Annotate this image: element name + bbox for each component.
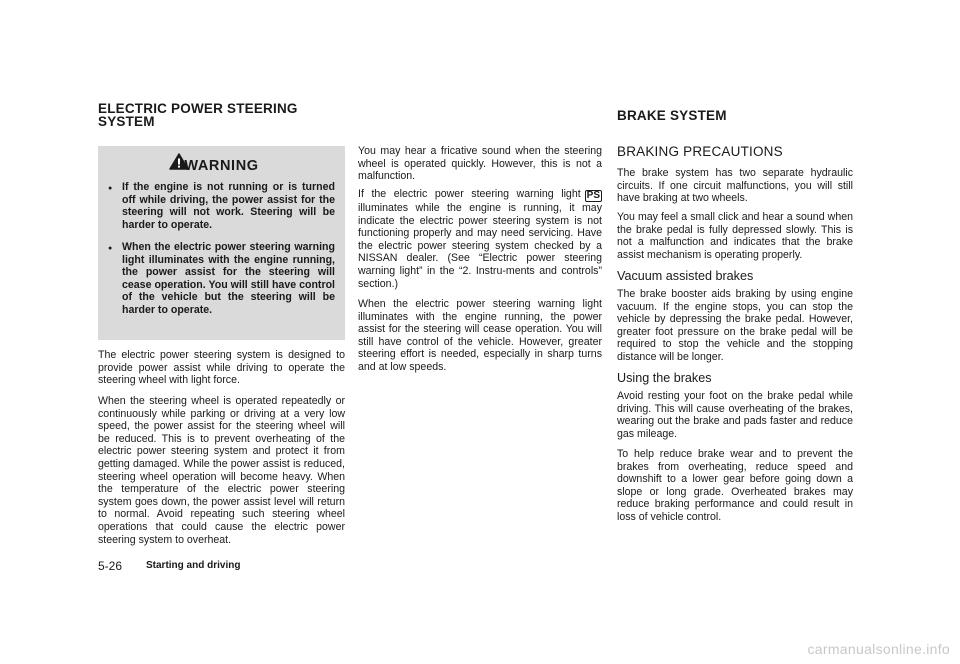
subheading-vacuum-brakes: Vacuum assisted brakes — [617, 269, 754, 283]
paragraph-fricative-sound: You may hear a fricative sound when the steering wheel is operated quickly. However, this is not a malfunction. — [358, 145, 602, 183]
subheading-braking-precautions: BRAKING PRECAUTIONS — [617, 144, 783, 159]
subheading-using-brakes: Using the brakes — [617, 371, 712, 385]
warning-title: WARNING — [184, 158, 259, 174]
warning-item-1: If the engine is not running or is turned off while driving, the power assist for the steering will not work. Steering will be harder to operate. — [122, 181, 335, 231]
power-steering-warning-icon: PS — [586, 190, 600, 201]
section-heading-line-2: SYSTEM — [98, 114, 155, 129]
section-label: Starting and driving — [146, 560, 241, 571]
paragraph-brake-booster: The brake booster aids braking by using engine vacuum. If the engine stops, you can stop the vehicle by depressing the brake pedal. However, greater foot pressure on the brake pedal will be required to stop the vehicle and the stopping distance will be longer. — [617, 288, 853, 363]
watermark-text: carmanualsonline.info — [807, 641, 950, 657]
paragraph-eps-warning-light — [358, 188, 602, 290]
paragraph-hydraulic-circuits: The brake system has two separate hydraulic circuits. If one circuit malfunctions, you will still have braking at two wheels. — [617, 167, 853, 205]
paragraph-eps-warning-light-rest: illuminates while the engine is running, it may indicate the electric power steering system is not functioning properly and may need servicing. Have the electric power steering system checked by a NISSAN dealer. (See “Electric power steering warning light” in the “2. Instru-ments and controls” section.) — [358, 202, 602, 290]
section-heading-line-1: ELECTRIC POWER STEERING — [98, 101, 298, 116]
warning-item-2: When the electric power steering warning light illuminates with the engine running, the power assist for the steering will cease operation. You will still have control of the vehicle but the steering will be harder to operate. — [122, 241, 335, 316]
paragraph-reduce-brake-wear: To help reduce brake wear and to prevent the brakes from overheating, reduce speed and downshift to a lower gear before going down a slope or long grade. Overheated brakes may reduce braking performance and could result in loss of vehicle control. — [617, 448, 853, 523]
section-heading-power-steering — [98, 102, 298, 128]
warning-box — [98, 146, 345, 340]
paragraph-eps-cease-operation: When the electric power steering warning light illuminates with the engine running, the power assist for the steering will cease operation. You will still have control of the vehicle. However, greater steering effort is needed, especially in sharp turns and at low speeds. — [358, 298, 602, 373]
paragraph-foot-resting: Avoid resting your foot on the brake pedal while driving. This will cause overheating of the brakes, wearing out the brake and pads faster and reduce gas mileage. — [617, 390, 853, 440]
page-number: 5-26 — [98, 559, 123, 573]
paragraph-brake-click: You may feel a small click and hear a sound when the brake pedal is fully depressed slowly. This is not a malfunction and indicates that the brake assist mechanism is operating properly. — [617, 211, 853, 261]
section-heading-brake-system: BRAKE SYSTEM — [617, 108, 727, 123]
paragraph-eps-description: The electric power steering system is designed to provide power assist while driving to operate the steering wheel with light force. — [98, 349, 345, 387]
paragraph-eps-warning-light-start: If the electric power steering warning light — [358, 188, 581, 200]
paragraph-eps-overheat: When the steering wheel is operated repeatedly or continuously while parking or driving at a very low speed, the power assist for the steering wheel will be reduced. This is to prevent overheating of the electric power steering system and protect it from getting damaged. While the power assist is reduced, steering wheel operation will become heavy. When the temperature of the electric power steering system goes down, the power assist level will return to normal. Avoid repeating such steering wheel operations that could cause the electric power steering system to overheat. — [98, 395, 345, 546]
warning-bullet-icon: ● — [108, 185, 113, 192]
warning-bullet-icon: ● — [108, 245, 113, 252]
